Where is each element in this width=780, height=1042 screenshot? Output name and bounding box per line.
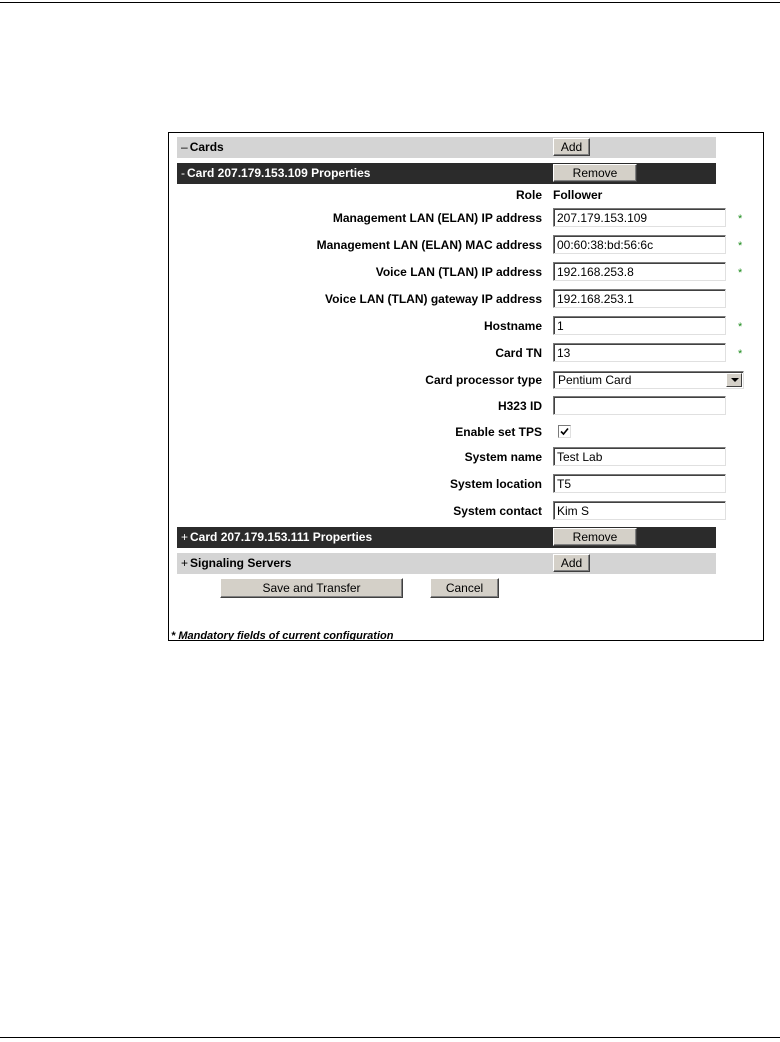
elan-ip-input[interactable] bbox=[553, 208, 726, 227]
tlan-gateway-label: Voice LAN (TLAN) gateway IP address bbox=[325, 292, 542, 306]
remove-card2-button[interactable]: Remove bbox=[553, 528, 637, 546]
cards-section-title: Cards bbox=[189, 140, 224, 154]
system-location-label: System location bbox=[449, 477, 542, 491]
mandatory-star: * bbox=[738, 240, 743, 252]
mandatory-star: * bbox=[738, 267, 743, 279]
expand-icon[interactable]: + bbox=[181, 556, 189, 570]
mandatory-star: * bbox=[738, 213, 743, 225]
system-contact-label: System contact bbox=[453, 504, 542, 518]
elan-ip-label: Management LAN (ELAN) IP address bbox=[332, 211, 542, 225]
signaling-servers-title: Signaling Servers bbox=[190, 556, 292, 570]
card-tn-label: Card TN bbox=[495, 346, 542, 360]
add-signaling-server-button[interactable]: Add bbox=[553, 554, 590, 572]
processor-type-selected: Pentium Card bbox=[558, 373, 632, 387]
signaling-servers-header[interactable] bbox=[177, 553, 716, 574]
collapse-icon[interactable]: – bbox=[181, 140, 188, 154]
bottom-rule bbox=[0, 1037, 780, 1038]
processor-type-select[interactable] bbox=[553, 371, 744, 389]
add-card-button[interactable]: Add bbox=[553, 138, 590, 156]
card-configuration-panel bbox=[168, 132, 764, 641]
elan-mac-input[interactable] bbox=[553, 235, 726, 254]
mandatory-star: * bbox=[738, 348, 743, 360]
card1-title: Card 207.179.153.109 Properties bbox=[187, 166, 371, 180]
tlan-ip-label: Voice LAN (TLAN) IP address bbox=[375, 265, 542, 279]
card-tn-input[interactable] bbox=[553, 343, 726, 362]
mandatory-star: * bbox=[738, 321, 743, 333]
mandatory-fields-note: * Mandatory fields of current configuration bbox=[171, 630, 394, 641]
dropdown-arrow-icon[interactable] bbox=[726, 373, 742, 387]
collapse-icon[interactable]: - bbox=[181, 166, 185, 180]
elan-mac-label: Management LAN (ELAN) MAC address bbox=[316, 238, 542, 252]
top-rule bbox=[0, 2, 780, 3]
system-contact-input[interactable] bbox=[553, 501, 726, 520]
save-and-transfer-button[interactable]: Save and Transfer bbox=[220, 578, 403, 598]
system-name-input[interactable] bbox=[553, 447, 726, 466]
remove-card1-button[interactable]: Remove bbox=[553, 164, 637, 182]
expand-icon[interactable]: + bbox=[181, 530, 189, 544]
system-name-label: System name bbox=[464, 450, 542, 464]
role-label: Role bbox=[515, 188, 542, 202]
h323-id-input[interactable] bbox=[553, 396, 726, 415]
tlan-ip-input[interactable] bbox=[553, 262, 726, 281]
hostname-label: Hostname bbox=[483, 319, 542, 333]
cancel-button[interactable]: Cancel bbox=[430, 578, 499, 598]
enable-tps-label: Enable set TPS bbox=[455, 425, 542, 439]
role-value: Follower bbox=[553, 188, 603, 202]
checkmark-icon bbox=[560, 427, 569, 436]
tlan-gateway-input[interactable] bbox=[553, 289, 726, 308]
cards-section-header[interactable] bbox=[177, 137, 716, 158]
system-location-input[interactable] bbox=[553, 474, 726, 493]
processor-type-label: Card processor type bbox=[425, 373, 542, 387]
hostname-input[interactable] bbox=[553, 316, 726, 335]
h323-id-label: H323 ID bbox=[497, 399, 542, 413]
card2-title: Card 207.179.153.111 Properties bbox=[190, 530, 373, 544]
enable-tps-checkbox[interactable] bbox=[558, 425, 571, 438]
